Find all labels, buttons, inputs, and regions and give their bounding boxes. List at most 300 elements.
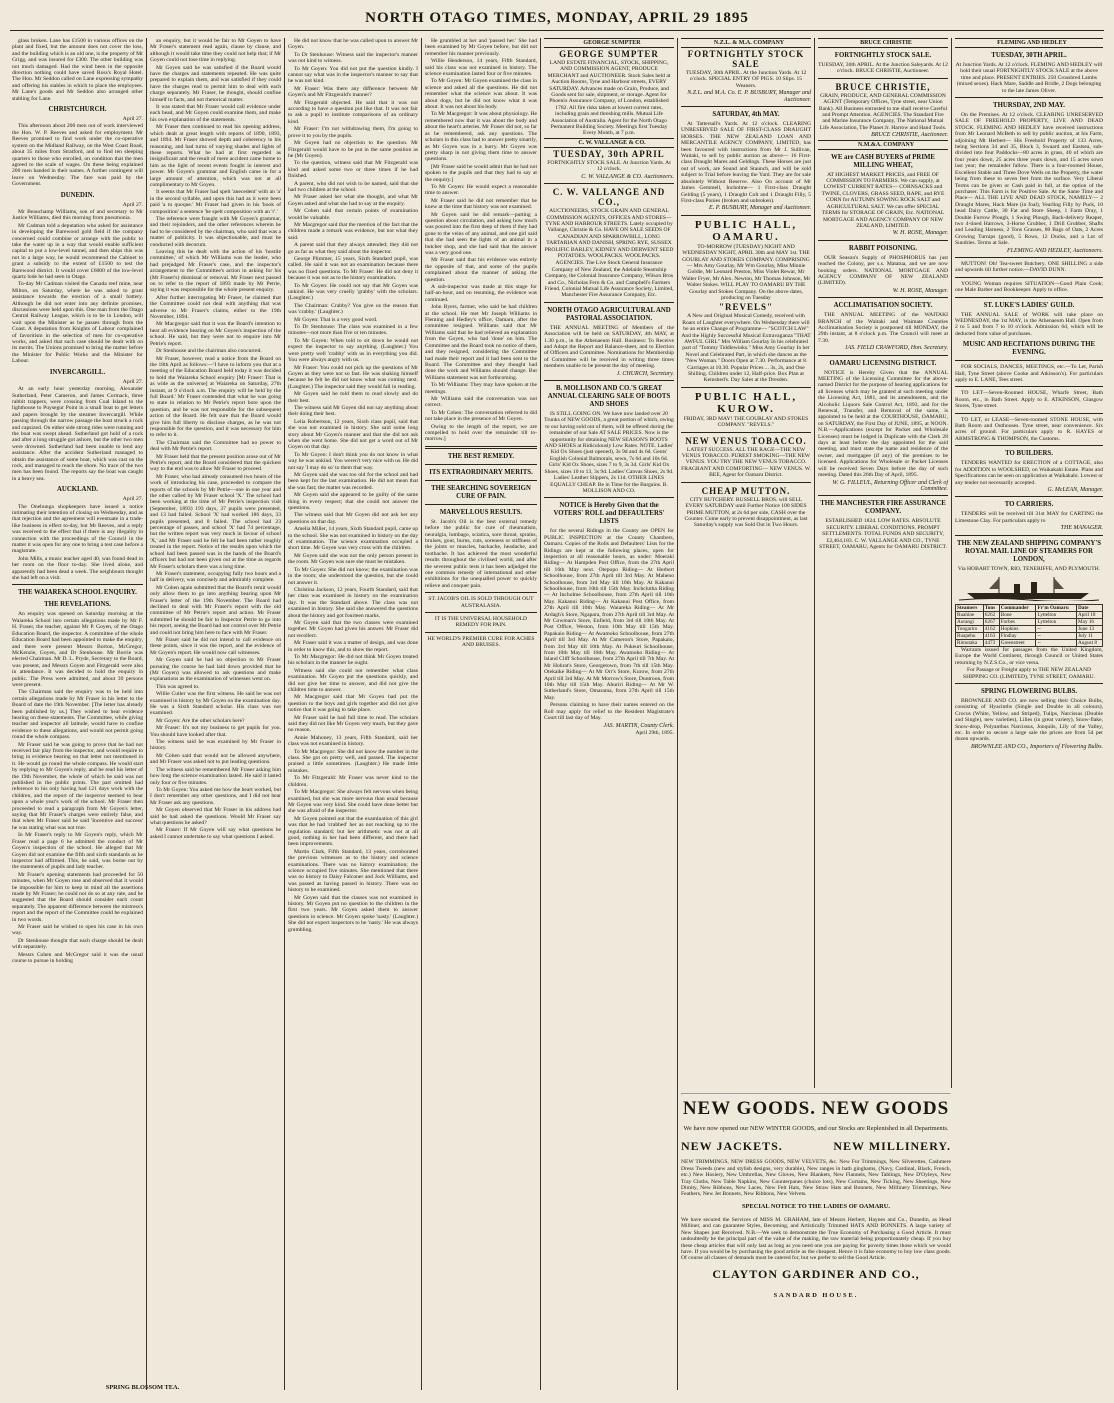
article-text: Owing to the length of the report, we are compelled to hold over the remainder till to-morrow.] xyxy=(425,423,537,443)
article-text: The reference were fraught with Mr Goyen's grammar, and their rejoinders, and the other references wherein he had to be considered by the chairman, who said that was a matter of publicity. It was objectionable, and must be conducted with decorum. xyxy=(150,215,281,248)
advert-text: At Junction Yards. At 12 o'clock. FLEMING AND HEDLEY will hold their usual FORTNIGHTLY STOCK SALE at the above time and place. PRESENT ENTRIES. 250 Crossbred Lambs (mixed sexes). Hack Mare, Saddle and Bridle, 2 Dogs belonging to the late James Oliver. xyxy=(955,62,1103,94)
article-text: He did not know that he was called upon to answer Mr Goyen. xyxy=(288,38,418,51)
table-header-cell: Fr'm Oamaru xyxy=(1036,604,1077,611)
advert-title: OAMARU LICENSING DISTRICT. xyxy=(829,359,937,367)
table-cell: Tongariro xyxy=(956,625,984,632)
article-text: Mr Fraser: Was there any difference between Mr Goyen's and Mr Fitzgerald's manner? xyxy=(288,85,418,99)
advert-title: PUBLIC HALL, OAMARU. xyxy=(694,218,798,243)
advert-text: AGENCIES. The Live Stock General Insurance Company of New Zealand, the Adelaide Steamship Company, the Colonial Insurance Company, Wilson Bros and Co., Nicholas Fern & Co. and Campbell's Farmers Friend, Colonial Mutual Life Assurance Society, Limited, Manchester Fire Assurance Company, Etc. xyxy=(544,260,674,299)
advert-heading: THE SEARCHING SOVEREIGN CURE OF PAIN. xyxy=(431,484,531,500)
advert-text: HE WORLD'S PREMIER CURE FOR ACHES AND BRUISES. xyxy=(427,635,535,649)
table-header-cell: Date xyxy=(1077,604,1103,611)
article-text: This afternoon about 200 men out of work interviewed the Hon. W. P. Reeves and asked for employment. Mr Reeves promised to find work under the co-operative system on the Midland Railway, on the West Coast Road, about 35 miles from Stratford, and to find ten sleeping quarters to those who enrolled, on condition that the men agreed to the scale of wages. On these being explained 200 men handed in their names. A further contingent will leave on Wednesday. The fare was paid by the Government. xyxy=(12,123,143,188)
article-text: Willie Cutler was the first witness. He said he was not examined in history by Mr Goyen on the examination day. He was a Sixth Standard scholar. His class was not examined. xyxy=(150,691,281,717)
article-text: Mr Fraser said he wished to open his case in his own way. xyxy=(12,923,143,937)
table-cell: Rimutaka xyxy=(956,639,984,646)
table-cell: 6267 xyxy=(983,618,999,625)
table-cell: Lyttelton xyxy=(1036,611,1077,618)
article-text: Mr Cohen said that certain points of examination would be valuable. xyxy=(288,208,418,221)
divider xyxy=(425,632,537,633)
article-subheading: THE REVELATIONS. xyxy=(44,601,111,609)
advert-signature: W. H. ROSE, Manager. xyxy=(892,230,948,237)
advert-headline-left: NEW JACKETS. xyxy=(681,1138,783,1153)
article-text: To Mr Goyen: He could not say that Mr Goyen was unkind. He was very cruelly 'grabby' with the scholars. (Laughter.) xyxy=(288,282,418,302)
table-cell: Lyttelton xyxy=(1036,618,1077,625)
advert-text: TO-MORROW (TUESDAY) NIGHT AND WEDNESDAY NIGHT, APRIL 30th and MAY 1st. THE GOURLAY AND STOKES COMPANY. COMPRISING— Mrs Amy Gourlay, Mr Wm Gourlay, Miss Minnie Goldie, Mr Leonard Preston, Miss Violet Rewar, Mr Walter Fryer, Mr Alex. Newton, Mr Thomas Johnson, Mr Walter Stokes. WILL PLAY TO OAMARU BY THE Gourlay and Stokes Company. On the above dates, producing on Tuesday xyxy=(681,243,811,301)
advert-text: AUCTIONEERS, STOCK GRAIN AND GENERAL COMMISSION AGENTS, OFFICES AND STORES— TYNE AND HARBOUR STREETS. Lately occupied by Vallange, Christie & Co. HAVE ON SALE SEEDS OF CANADIAN AND SPARROWBILL, LONG TARTARIAN AND DANISH, SPRING RYE, SUSSEX PROLIFIC BARLEY, KIDNEY AND DERWENT SEED POTATOES. WOOLPACKS. WOOLPACKS. xyxy=(544,208,674,259)
table-cell: June 13 xyxy=(1077,625,1103,632)
divider xyxy=(955,297,1103,298)
advert-title: GEORGE SUMPTER xyxy=(559,49,659,59)
classified-ad: TO LET, or LEASE—Seven-roomed STONE HOUSE, with Bath Room and Outhouses. Tyne street, near convenience. Six acres of ground. For particulars apply to R. HAYES or ARMSTRONG & THOMPSON, the Customs. xyxy=(955,416,1103,442)
advert-title: SPRING FLOWERING BULBS. xyxy=(980,687,1078,695)
advert-text: ESTABLISHED 1824. LOW RATES. ABSOLUTE SECURITY. LIBERAL CONDITIONS. PROMPT SETTLEMENTS. TOTAL FUNDS AND SECURITY, £2,464,183. C. W. VALLANGE AND CO., TYNE STREET, OAMARU, Agents for OAMARU DISTRICT. xyxy=(819,518,947,550)
article-text: Annie Mahoney, 13 years, Fifth Standard, said her class was not examined in history. xyxy=(288,734,418,748)
article-text: A sub-inspector was made at this stage for half-an-hour, and on resuming, the evidence was continued. xyxy=(425,284,537,303)
article-text: Mr Fraser: I'm not withdrawing them, I'm going to prove it to you by the pupils. xyxy=(288,126,418,139)
divider xyxy=(425,464,537,465)
article-text: To Mr Fitzgerald: Mr Fraser was never kind to the children. xyxy=(288,775,418,788)
table-cell: Forbes xyxy=(999,618,1036,625)
advert-title: NEW VENUS TOBACCO. xyxy=(685,435,807,446)
classified-ad: MUTTON! Oh! Tea-sweet Butchery. ONE SHILLING a side and upwards till further notice.—DAVID DUNN. xyxy=(955,260,1103,274)
table-row xyxy=(956,625,1103,632)
divider xyxy=(544,497,674,498)
advert-title: SATURDAY, 4th MAY. xyxy=(712,111,780,119)
article-text: Mr Fraser's statement, occupying fully two hours and a half in delivery, was concisely and admirably complete. xyxy=(150,570,281,584)
divider xyxy=(955,97,1103,98)
article-text: The witness said Mr Goyen did not say anything about their doing their best. xyxy=(288,404,418,418)
divider xyxy=(955,535,1103,536)
article-text: Mr Fraser said he did not remember that he knew at the time that history was not examined. xyxy=(425,197,537,211)
advert-signature: W. G. FILLEUL, Returning Officer and Clerk of Committee. xyxy=(832,479,948,492)
advert-text: THE ANNUAL MEETING of the WAITAKI BRANCH of the Waitaki and Waimate Counties Acclimatisation Society is postponed till MONDAY, the 29th instant, at 8 o'clock p.m. The Council will meet at 7.30. xyxy=(818,312,948,344)
advertiser-band: N.Z.L. & M.A. COMPANY xyxy=(681,38,811,48)
column-rule xyxy=(814,38,815,1088)
advert-title: THURSDAY, 2ND MAY. xyxy=(993,102,1065,110)
article-text: To Mr Macgregor: She did not know the number in the class. She got on pretty well, and passed. The inspector praised a little sometimes. (Laughter.) He made little mistakes. xyxy=(288,748,418,774)
divider xyxy=(955,683,1103,684)
table-cell: July 11 xyxy=(1077,632,1103,639)
advert-text: NEW TRIMMINGS, NEW DRESS GOODS, NEW VELVETS, &c. New Fur Trimmings, New Silverettes, Cashmere Dress Tweeds (new and stylish designs, very durable), New ranges in bath ginghams, (Navy, Cardinal, Black, French, etc.) New Hosiery, New Umbrellas, New Gloves, New Blankets, New Flannels, New Tablings, New D'Oyleys, New Tray Cloths, New Table Napkins, New Counterpanes (choice lots), New Curtains, New Ticking, New Sheetings, New Dimity, New Ribbons, New Laces, New Felt Hats, New Straw Hats and Bonnets, New Millinery Trimmings, New Feathers, New Jet Bonnets, New Ribbons, New Velvets. xyxy=(681,1159,951,1198)
advert-title: TUESDAY, 30th APRIL xyxy=(553,148,665,159)
advert-title: CHEAP MUTTON. xyxy=(701,485,791,496)
column-news-1 xyxy=(12,38,143,1390)
article-text: After further interrogating Mr Fraser, he claimed that the Committee could not deal with anything that was adverse to Mr Fraser's claims, either to the 19th November, 1894. xyxy=(150,294,281,321)
advert-title: TO CARRIERS. xyxy=(1004,501,1054,509)
advert-title: RABBIT POISONING. xyxy=(848,244,918,252)
column-ads-8 xyxy=(955,38,1103,1390)
advert-signature: E. P. BUSBURY, Manager and Auctioneer. xyxy=(709,205,811,212)
divider xyxy=(681,215,811,216)
advert-text: TUESDAY, 30th APRIL. At the Junction Yards. At 12 o'clock. SPECIAL ENTRY OF PIGS. 10 Slips. 15 Weaners. xyxy=(685,70,807,89)
divider xyxy=(955,257,1103,258)
advert-play-title: "REVELS" xyxy=(718,302,773,313)
article-text: Mr Fraser, who had already consumed two hours of the work of introducing his case, proceeded to compare the reports of the schools by Mr Petrie—one in one year and the other called by Mr Fraser school 'X.' The school had been working at the time of Mr Petrie's inspection visit (September, 1893) 193 days, 37 pupils were presented, and 13 had failed. School 'X' had worked 186 days, 33 pupils presented, and 8 failed. The school had 23 percentage of passes, and school 'X' had 74 percentage, but the written report was very much in favour of school 'X,' and Mr Fraser said he felt he had been rather roughly treated in the report. Notice of the results upon which the school had been passed was in the hands of the Board's officers but had not been given out at the time as regards Mr Fraser's scholars there was a long time. xyxy=(150,473,281,570)
article-text: Mr Goyen said that the two classes were examined together. Mr Goyen had given his answer. Mr Fraser did not recollect. xyxy=(288,619,418,639)
table-header-cell: Tons xyxy=(983,604,999,611)
article-text: It was stated that Mr Fraser would call evidence under each head, and Mr Goyen could examine them, and make his own explanation of the statements. xyxy=(150,104,281,123)
table-header-cell: Steamers xyxy=(956,604,984,611)
divider xyxy=(681,1093,951,1095)
article-text: George Plimmer, 15 years, Sixth Standard pupil, was called. He said it was not an examination because there was no fixed questions. To Mr Fraser: He did not deny it because it was not as to the history examination. xyxy=(288,256,418,282)
advert-signature: J. CHURCH, Secretary. xyxy=(616,370,674,377)
column-ads-7 xyxy=(818,38,948,1088)
divider xyxy=(955,413,1103,414)
article-text: Mr Fraser: It's not my business to get pupils for you. You should have looked after that. xyxy=(150,725,281,738)
advert-text: FORTNIGHTLY STOCK SALE. At Junction Yards. At 12 o'clock. xyxy=(547,159,671,173)
advert-title: B. MOLLISON AND CO.'S GREAT ANNUAL CLEARING SALE OF BOOTS AND SHOES xyxy=(547,385,671,409)
article-text: Mr Fraser's opening statements had proceeded for 50 minutes, when Mr Goyen rose and observed that it would be impossible for him to keep in mind all the assertions made by Mr Fraser; he could not do so at any rate, and he suggested that the Board should consider each count separately. The apparent difference between the mistress's report and the report of the Committee could be explained in two words. xyxy=(12,871,143,923)
table-row xyxy=(956,639,1103,646)
article-text: Willie Henderson, 14 years, Fifth Standard, said his class was not examined in history. The science examination lasted four or five minutes. xyxy=(425,58,537,78)
advert-text: THE ANNUAL MEETING of Members of the Association will be held on SATURDAY, 4th MAY, at 1.30 p.m., in the Athenaeum Hall. Business: To Receive and Adopt the Report and Balance-sheet, and to Election of Officers and Committee. Nominations for Membership of Committee will be received in writing three times members unable to be present the day of meeting. xyxy=(544,324,674,370)
section-heading: CHRISTCHURCH. xyxy=(48,106,107,114)
column-ads-5 xyxy=(544,38,674,1390)
advert-firm-name: CLAYTON GARDINER AND CO., xyxy=(712,1267,920,1282)
divider xyxy=(681,482,811,483)
article-text: Amelia Miller, 14 years, Sixth Standard pupil, came up to the school. She was not examined in history on the day of examination. The science examination occupied a short time. Mr Goyen was very cross with the children. xyxy=(288,526,418,552)
article-text: Mr Cadman told a deputation who asked for assistance in developing the Barewood gold field if the company concerned could combine or arrange with the public to take the water up in a way that would enable sufficient capital to put a low-level tunnel, and then ships this was not in a large way, he would recommend the Cabinet to grant a subsidy to the extent of £1500 to test the Barewood district. It would cover £6000 of the low-level quartz lode he had seen in Otago. xyxy=(12,222,143,280)
article-text: Dr Stenhouse thought that each charge should be dealt with separately. xyxy=(12,937,143,951)
article-text: To Mr Macgregor: It was about physiology. He remembered now that it was about the body and about the heart's arteries. Mr Fraser did not, so far as he remembered, ask any questions. The scholars in this class had to answer pretty smartly, as Mr Goyen was in a hurry. Mr Goyen was pretty sharp in not giving them time to answer questions. xyxy=(425,111,537,163)
advert-title: FORTNIGHTLY STOCK SALE xyxy=(687,49,805,69)
advert-title: THE MANCHESTER FIRE ASSURANCE COMPANY. xyxy=(820,500,946,516)
advert-title: ST. LUKE'S LADIES' GUILD. xyxy=(983,301,1075,309)
advert-text: Warrants issued for passages from the United Kingdom, Europe the World Continent, through Council or United States returning by N.Z.S.Co., or vice versa. xyxy=(955,646,1103,666)
table-row xyxy=(956,611,1103,618)
article-text: To Mr Macgregor: She always felt nervous when being examined, but she was more nervous than usual because Mr Goyen was very kind. She could have done better but she was afraid of the inspector. xyxy=(288,789,418,815)
article-text: The Chairman: Crabby? You give us the reason that was 'crabby.' (Laughter.) xyxy=(288,302,418,316)
advert-title: ACCLIMATISATION SOCIETY. xyxy=(833,302,933,310)
dateline: April 27. xyxy=(122,116,143,123)
advert-title: TO BUILDERS. xyxy=(1005,450,1053,458)
divider xyxy=(955,386,1103,387)
article-text: Mr Goyen said she was too old for the school and had been kept for the last examination. He did not mean that she was fast; the matter was recorded. xyxy=(288,472,418,491)
advert-text: St. Jacob's Oil is the best external remedy before the public for cure of rheumatism, neuralgia, lumbago, sciatica, sore throat, sprains, bruises, gout, burns, cuts, soreness or stiffness of the joints or muscles, backache, headache, and toothache. It has achieved the most wonderful results throughout the civilised world, and after the severest public tests it has been adjudged the one common remedy of international and other exhibitions for the unequalled power to quickly relieve and conquer pain. xyxy=(425,518,537,589)
article-text: an enquiry, but it would be fair to Mr Goyen to have Mr Fraser's statement read again, clause by clause, and although it would take time they could not help that; if Mr Goyen could not lose time in replying. xyxy=(150,38,281,64)
column-rule xyxy=(421,38,422,1390)
column-rule xyxy=(677,38,678,1390)
article-text: The witness said that Mr Goyen did not ask her any questions on that day. xyxy=(288,512,418,525)
advert-text: We have secured the Services of MISS M. GRAHAM, late of Messrs Herbert, Haynes and Co., Dunedin, as Head Milliner, and can guarantee Styles, Becoming, and Artistically Trimmed HATS AND BONNETS. A large variety of New Shapes just Received. N.B.—We seek to demonstrate the True Economy of Purchasing a Good Article. It must undoubtedly be the principal part of the value of the making, the raw material being proportionately cheap. If you buy these cheap articles that will only last as long as you need one you are paying for poverty times those which we would have. If you would be by purchasing the good article as the cheapest. Hence it is false economy to buy low class goods. Of course all classes of demands must be catered for, but we prefer to sell the Good Article. xyxy=(681,1217,951,1262)
advert-text: NOTICE is Hereby Given that the ANNUAL MEETING of the Licensing Committee for the above-named District for the purpose of hearing applications for all licenses which may be granted at such meeting under the Licensing Act, 1881, and its amendments, and the Alcoholic Liquors Sale Control Act, 1893, and for the Renewal, Transfer, and Removal of the same, is appointed to be held at the COURTHOUSE, OAMARU, on SATURDAY, the First Day of JUNE, 1895, at NOON. N.B.—Applications (except for Packet and Wholesale Licenses) must be lodged in Duplicate with the Clerk 28 days at least before the day appointed for the said meeting, and must state the name and residence of the owner, and mortgagee (if any) of the premises to be licensed. Applications for Wholesale or Packet Licenses will be received Seven Days before the day of such meeting. Dated this 26th Day of April, 1895. xyxy=(818,369,948,479)
divider xyxy=(681,106,811,107)
article-headline: THE WAIAREKA SCHOOL ENQUIRY. xyxy=(18,589,137,597)
column-news-3 xyxy=(288,38,418,1390)
column-rule xyxy=(951,38,952,1088)
article-text: Mr Macgregor said that the mention of the fact that the children made a remark was evidence, but not what they said. xyxy=(288,221,418,241)
advert-heading: MARVELLOUS RESULTS. xyxy=(439,508,523,516)
classified-ad: TENDERS WANTED for ERECTION of a COTTAGE, also for ADDITION to WOOLSHED, on Waikakahi Estate. Plans and Specifications can be seen on application at Waikakahi. Lowest or any tender not necessarily accepted. xyxy=(955,460,1103,486)
dateline: April 27. xyxy=(122,496,143,503)
table-cell: Greenstreet xyxy=(999,639,1036,646)
article-text: The witness said he was examined by Mr Fraser in history. xyxy=(150,739,281,752)
section-heading: DUNEDIN. xyxy=(60,191,95,199)
table-header-cell: Commander xyxy=(999,604,1036,611)
advert-text: AT HIGHEST MARKET PRICES, and FREE OF COMMISSION TO FARMERS. We can supply, at LOWEST CURRENT RATES— CORNSACKS and TWINE, CLOVERS, GRASS SEED, RAPE, and RYE CORN for AUTUMN SOWING ROCK SALT and AGRICULTURAL SALT. We can offer SPECIAL TERMS for STORAGE OF GRAIN, Etc. NATIONAL MORTGAGE AND AGENCY COMPANY OF NEW ZEALAND, LIMITED. xyxy=(821,171,945,229)
column-news-4 xyxy=(425,38,537,1390)
advert-title: PUBLIC HALL, KUROW. xyxy=(694,390,798,415)
table-row xyxy=(956,618,1103,625)
table-header-row xyxy=(956,604,1103,611)
advert-text: On the Premises. At 12 o'clock. CLEARING UNRESERVED SALE OF FREEHOLD PROPERTY, LIVE AND DEAD STOCK. FLEMING AND HEDLEY have received instructions from Mr Leonard McBeth to sell by public auction, at his Farm, adjoining Mt Herbert— His Freehold Property of 133 Acres, being Sections 34 and 35, Block 3, Swaard and Eastsea, sub-divided into four Paddocks—80 acres in grass, 40 of which are four years down, 25 acres three years down, and 15 acres sown last year; the remainder fallow. There is a four-roomed House, Excellent Stable and Three Dove Wells on the Property, the water being from these to seven feet from the surface. Very Liberal Terms can be given or Cash paid in full, at the option of the purchaser. This Farm is for Positive Sale. At the Same Time and Place— ALL THE LIVE AND DEAD STOCK, NAMELY— 2 Draught Mares, Hack Mare (in foal), Yearling Filly by Puck, 10 head Dairy Cattle, 30 Fat and Store Sheep, 1 Farm Dray, 1 Double Furrow Plough, 1 Swing Plough, Back-delivery Reaper, two 4-tined Harrows, 3-Horse Grubber, 1 Drill Grubber, Shafts and Leading Harness, 2 Tons Grasses, 80 Bags of Oats, 2 Acres Growing Turnips (good), 5 Rows, 12 Ducks, and a Lot of Sundries. Terms at Sale. xyxy=(955,112,1103,247)
article-text: To Mr Goyen: He would expect a reasonable time to answer. xyxy=(425,183,537,197)
advert-text: ST. JACOB'S OIL IS SOLD THROUGH OUT AUSTRALASIA. xyxy=(428,596,534,609)
advertiser-band: C. W. VALLANGE & CO. xyxy=(544,138,674,148)
column-news-2 xyxy=(150,38,281,1390)
article-text: Mr Fraser said he had full time to read. The scholars said they did not like Mr Goyen very much, but they gave no reason. xyxy=(288,714,418,734)
classified-ad: BROWNLEE AND CO. are now selling their Choice Bulbs, consisting of Hyacinths (Single and Double in all colours), Crocus (White, Yellow, and Striped), Tulips, Narcissus (Double and Single), new varieties), Lilies (in great variety), Snow-flake, Snow-drop, Polyanthus Narcissus, Jonquils, Lily of the Valley, etc. In order to secure a large sale the prices are from 5d per dozen upwards. xyxy=(955,697,1103,743)
table-cell: April 18 xyxy=(1077,611,1103,618)
masthead-rule xyxy=(10,30,1104,31)
article-text: To Mr Goyen: You did not put the question kindly. I cannot say what was in the inspector's manner to say that he was not kind. xyxy=(288,65,418,85)
advert-text: GRAIN, PRODUCE, AND GENERAL COMMISSION AGENT (Temporary Offices, Tyne street, near Union Bank). All Business entrusted to me shall receive Careful and Prompt Attention. AGENCIES. The Standard Fire and Marine Insurance Company, The National Mutual Life Association, The Planet Jr. Harrow and Hand Tools. xyxy=(818,92,948,131)
article-text: To the question, witness said that Mr Fitzgerald was kind and asked some two or three times if he had finished. xyxy=(288,160,418,180)
article-text: To Mr Goyen: When told to sit down he would not expect the inspector to say anything. (Laughter.) You were pretty well 'crabby' with us in everything you did. You were always angry with us. xyxy=(288,337,418,364)
article-text: glass broken. Lane has £1500 in various offices on the plant and fixed, but the amount does not cover the loss, and the building which is an old one, is the property of Mr Grigg, and was insured for £300. The other building was not much damaged. Had the wind been in the opposite direction nothing could have saved Ross's Royal Hotel. The Hon. Mr Seddon called on Lane expressing sympathy and offering his stables in which to place the employees. Mr Lane's goods and Mr Seddon also arranged other stabling for Lane. xyxy=(12,38,143,102)
article-text: Leaving this he dealt with the action of his 'hostile committee,' of which Mr Williams was the leader, who had prejudged Mr Fraser's case, and the inspector's arrangement to the Committee's action in asking for his (Mr Fraser's) dismissal or removal. Mr Fraser next passed on to refer to the report of 1893 made by Mr Petrie, saying it was responsible for the whole present enquiry. xyxy=(150,249,281,294)
article-text: Mr Goyen said he did remark—putting a question about circulation, and asking how much was poured into the first deep of them if they had gone to the veins of any animal, and one girl said that she had seen the lights of an animal in a butcher shop, and she had said that the answer was a very good one. xyxy=(425,211,537,256)
divider xyxy=(818,355,948,356)
advert-title: THE NEW ZEALAND SHIPPING COMPANY'S ROYAL MAIL LINE OF STEAMERS FOR LONDON, xyxy=(956,539,1101,563)
advert-text: For Passage or Freight apply to THE NEW ZEALAND SHIPPING CO. (LIMITED), TYNE STREET, OAMARU. xyxy=(962,667,1096,680)
new-goods-advert xyxy=(681,1090,951,1306)
article-text: Mr Goyen said he told them to read slowly and do their best. xyxy=(288,391,418,404)
classified-ad: TENDERS will be received till 31st MAY for CARTING the Limestone Clay. For particulars apply to xyxy=(955,511,1103,524)
article-text: Christina Jackson, 12 years, Fourth Standard, said that her class was examined in history on the examination day. It was the Standard above. The class was not examined in history. She said she answered the questions about the history and got fourteen marks. xyxy=(288,586,418,619)
advert-text: LATEST SUCCESS. ALL THE RAGE—THE NEW VENUS TOBACCO. PUREST SMOKING—THE NEW VENUS. YOU TRY THE NEW VENUS TOBACCO. FRAGRANT AND COMFORTING— NEW VENUS. W. BEE, Agent for Oamaru District. xyxy=(681,446,811,479)
article-text: [Mr Fraser said he would admit that he had not spoken to the pupils and that they had to say at the enquiry.] xyxy=(425,163,537,183)
advert-text: LAND ESTATE FINANCIAL, STOCK, SHIPPING, AND COMMISSION AGENT, PRODUCE MERCHANT and AUCTIONEER. Stock Sales held at Auction Rooms, Tyne and Harbour streets, EVERY SATURDAY. Advances made on Grain, Produce, and Goods sent for sale, shipment, or storage. Agent for Phoenix Assurance Company, of London, established 1782. All fire risks taken at lowest current rates, including grain and threshing mills. Mutual Life Association of Australia. Agent for the North Otago Permanent Building Society. Meetings first Tuesday Every Month, at 7 p.m. xyxy=(547,60,671,137)
article-text: This was agreed to. xyxy=(156,683,200,690)
divider xyxy=(425,446,537,449)
advert-title: NOTICE is Hereby Given that the VOTERS' ROLL and DEFAULTERS' LISTS xyxy=(553,502,665,526)
article-text: Mr Goyen: That is a very good word. xyxy=(294,316,378,323)
article-text: To-day Mr Cadman visited the Canada reef mine, near Milton, on Saturday, where he was asked to grant assistance towards the erection of a small battery. Although he did not enter into any definite promises, discussions were held upon this. One man from the Otago Central Railway League, which is to be in London, will wait upon the Minister as he passes through from the Coast. A deputation from Knights of Labour complained of favoritism in the selection of men for co-operative works, and asked that such case should be dealt with on its merits. The Unions promised to bring the matter before the Minister for Public Works and the Minister for Labour. xyxy=(12,281,143,365)
article-text: Mr Goyen said she was not the only person present in the room. Mr Goyen was sure she must be mistaken. xyxy=(288,552,418,566)
article-text: Mr Fraser asked her what she thought, and what Mr Goyen asked and what she had to say at the enquiry. xyxy=(288,194,418,207)
article-text: Mr Macgregor said that Mr Goyen had put the question to the boys and girls together and did not give notice that it was going to take place. xyxy=(288,694,418,714)
advert-signature: THE MANAGER. xyxy=(1060,525,1103,532)
article-text: Mr Fraser then continued to read his opening address, which dealt at great length with reports of 1890, 1893, and 1894. Mr Fraser showed depth and coherency in his reasoning, and had turns of varying shades and lights of these reports. What he had at first regarded as insignificant and the result of mere accident came home to him as the light of recent events fought in interest and power. Mr Goyen's grammar and English came in for a large amount of attention, which was not at all complimentary to Mr Goyen. xyxy=(150,124,281,188)
divider xyxy=(818,78,948,79)
article-text: The witness said he remembered Mr Fraser asking him how long the science examination lasted. He said it lasted only four or five minutes. xyxy=(150,766,281,786)
article-text: Mr Beauchamp Williams, son of and secretary to Mr Justice Williams, died this morning from pneumonia. xyxy=(12,208,143,222)
divider xyxy=(425,480,537,481)
article-text: Mr Macgregor said that it was the Board's intention to hear all evidence bearing on Mr Goyen's inspection of the school. He said, but they were not to enquire into Mr Petrie's report. xyxy=(150,321,281,347)
classified-ad: THE ANNUAL SALE of WORK will take place on WEDNESDAY, the 1st MAY, in the Athenaeum Hall. Open from 2 to 5 and from 7 to 10 o'clock. Admission 6d, which will be deducted from value of purchases. xyxy=(955,311,1103,337)
article-text: Mr Fraser said that his evidence was entirely the opposite of that, and some of the pupils complained about the manner of asking the question. xyxy=(425,257,537,283)
advert-text: OUR Season's Supply of PHOSPHORUS has just reached the Colony, per s.s. Matatua, and we are now booking orders. NATIONAL MORTGAGE AND AGENCY COMPANY OF NEW ZEALAND (LIMITED). xyxy=(818,254,948,287)
divider xyxy=(544,302,674,303)
divider xyxy=(12,584,143,585)
article-text: Mr Cohen again submitted that the Board's remit would only allow them to go into anything bearing upon Mr Fraser's letter of the 19th November. The Board had declined to deal with Mr Fraser's report with the old committee of Mr Petrie's report and action. Mr Fraser submitted he should be fair to Inspector Petrie to go into his report, seeing the Board had not control over Mr Petrie and could not bring him here to face with Mr Fraser. xyxy=(150,584,281,636)
divider xyxy=(955,360,1103,361)
article-text: Mr Goyen pointed out that the examination of this girl was that he had 'crabbed' her as not reaching up to the regulation standard; but her arithmetic was not at all good, nothing in her had been different, and there had been improvements. xyxy=(288,815,418,848)
advert-signature: N.Z.L. and M.A. Co. E. P. BUSBURY, Manager and Auctioneer. xyxy=(687,90,811,103)
table-cell: 4163 xyxy=(983,632,999,639)
section-heading: INVERCARGILL. xyxy=(49,368,106,376)
divider xyxy=(425,612,537,613)
article-text: To Dr Stenhouse: Witness said the inspector's manner was not kind to witness. xyxy=(288,51,418,65)
article-text: Mr Fitzgerald objected. He said that it was not according to have a question put like that. It was not fair to ask a pupil to institute comparisons of an ordinary kind. xyxy=(288,99,418,125)
divider xyxy=(425,504,537,505)
advert-notice-title: SPECIAL NOTICE TO THE LADIES OF OAMARU. xyxy=(741,1203,891,1211)
article-text: Messrs Cohen and McGregor said it was the usual course to pursue in holding xyxy=(12,951,143,964)
article-text: Mr Fraser said he did not intend to call evidence on these points, since it was the report, and the evidence of Mr Goyen's report. He would now call witnesses. xyxy=(150,636,281,656)
article-text: An enquiry was opened on Saturday morning at the Waiareka School into certain allegations made by Mr F. H. Fraser, the teacher, against Mr P. Goyen, of the Otago Education Board, the inspector. A committee of the whole Education Board had been appointed to make the enquiry, and there were present Messrs Borton, McGregor, McKenzie, Goyen, and Dr Stenhouse. Mr Borrie was elected Chairman. Mr D. L. Pryde, Secretary to the Board, was present, and Messrs Goyen and Fitzgerald were also in attendance. It was decided to hold the enquiry in public. The Press were admitted, and about 30 persons were present. xyxy=(12,611,143,688)
article-text: Mr Fraser: If Mr Goyen will say what questions he asked I cannot undertake to say what questions I asked. xyxy=(150,827,281,840)
article-text: Mr Fraser said it was a matter of design, and was done in order to know this, and to show the report. xyxy=(288,640,418,653)
article-text: To Mr Williams: They may have spoken at the meetings. xyxy=(425,382,537,395)
article-text: To Mr Goyen: I don't think you do not know in what way he was unkind. You weren't very nice with us. He did not say 'I may do so' to them that way. xyxy=(288,451,418,471)
dateline: April 27. xyxy=(122,201,143,208)
steamship-icon xyxy=(955,575,1103,601)
article-text: To Mr Goyen: You asked me how the heart worked, but I don't remember any other questions, and I did not hear Mr Fraser ask any questions. xyxy=(150,786,281,806)
divider xyxy=(955,277,1103,278)
advert-text: FRIDAY, 3RD MAY! THE GOURLAY AND STOKES COMPANY. "REVELS." xyxy=(683,415,809,429)
divider xyxy=(544,183,674,184)
column-rule xyxy=(540,38,541,1390)
divider xyxy=(681,387,811,388)
article-text: In Mr Fraser's reply to Mr Goyen's reply, which Mr Fraser read a page 6 he admitted the conduct of Mr Goyen's inspection of the school. He alleged that Mr Goyen did not examine the fifth and sixth standards as he inspector had affirmed. This, he said, was borne out by the statements of pupils and lady teacher. xyxy=(12,832,143,871)
table-cell: Ruapehu xyxy=(956,632,984,639)
article-text: The Chairman said the Committee had no power to deal with Mr Petrie's report. xyxy=(150,439,281,453)
advertiser-band: GEORGE SUMPTER xyxy=(544,38,674,48)
table-cell: May 16 xyxy=(1077,618,1103,625)
divider xyxy=(681,432,811,433)
column-ads-6 xyxy=(681,38,811,1088)
sailing-schedule-table xyxy=(955,604,1103,647)
advert-title: MUSIC AND RECITATIONS DURING THE EVENING. xyxy=(962,341,1096,357)
table-cell: 4162 xyxy=(983,625,999,632)
advert-title: WE are CASH BUYERS of PRIME MILLING WHEAT, xyxy=(831,153,935,169)
column-rule xyxy=(146,38,147,1390)
divider xyxy=(818,495,948,496)
advert-text: Via HOBART TOWN, RIO, TENERIFFE, AND PLYMOUTH. xyxy=(957,565,1101,572)
advert-headline-pair xyxy=(681,1139,951,1154)
divider xyxy=(544,380,674,381)
article-text: Mr Fraser, however, read a notice from the Board on the 18th April as follows:—'I have to inform you that at a meeting of the Education Board held today it was decided to hold the Waiareka School enquiry [Mr Fraser: That is as wide as the universe] at Waiareka on Saturday, 27th instant, at 9 o'clock a.m. The enquiry will be held by the full Board.' Mr Fraser contended that what he was going to state in relation to Mr Petrie's report bore upon the question, and he was not responsible for the subsequent action of the Board. He felt sure that the Board would give him full liberty to disclose charges, as he was not responsible for the question, and it was necessary for him to refer to it. xyxy=(150,355,281,439)
advert-signature: FLEMING AND HEDLEY, Auctioneers. xyxy=(1006,247,1103,254)
article-text: Mr Fraser said he was going to prove that he had not received fair play from the inspector, and would require to bring in evidence bearing on that letter not mentioned in it. He would go round the whole compass. He would start by replying to Mr Goyen's reply, and he read his letter of the 19th November, the whole of which he said was not published in the public prints. The part omitted had reference to his only having had 121 days work with the children, and the report of the inspector seemed to bear upon a whole year's work of the school. Mr Fraser then proceeded to read a paragraph from Mr Goyen's letter, saying that Mr Fraser's charges were entirely false, and that when Mr Fraser said he said 'Incentive and success' he was stating what was not true. xyxy=(12,741,143,831)
advert-signature: JAS. MARTIN, County Clerk. xyxy=(603,722,674,729)
advert-signature: C. W. VALLANGE & CO. Auctioneers. xyxy=(581,173,674,180)
article-text: Lelia Robertson, 12 years, Sixth class pupil, said that she was not examined in history. She said some long story about Mr Goyen's manner and that she did not ask when she went home. She did not get a word out of Mr Goyen on that day. xyxy=(288,418,418,451)
advert-text: CITY BUTCHERY. RUSSELL BROS. will SELL EVERY SATURDAY until Further Notice 100 SIDES PRIME MUTTON, at 2s 6d per side, CASH over the Counter. Come early to prevent disappointment, as last Saturday's supply was Sold Out in Two Hours. xyxy=(684,496,808,529)
article-text: Witness said she could not remember what class examination. Mr Goyen put the questions quickly, and did not give her time to answer, and did not give the children time to answer. xyxy=(288,667,418,693)
article-text: A parent said that they always attended; they did not go as far as what they said about the inspector. xyxy=(288,242,418,255)
table-cell: 4473 xyxy=(983,639,999,646)
table-cell: -- xyxy=(1036,639,1077,646)
table-cell: August 8 xyxy=(1077,639,1103,646)
classified-ad: FOR SOCIALS, DANCES, MEETINGS, etc.—To Let, Parish Hall, Tyne Street (above Cooke and Atkinson's). For particulars apply to E. LANE, Tees street. xyxy=(955,364,1103,384)
advert-title: NORTH OTAGO AGRICULTURAL AND PASTORAL ASSOCIATION. xyxy=(547,306,671,322)
article-text: Dr Stenhouse and the chairman also concurred. xyxy=(156,348,262,355)
article-text: Mr Goyen had no objection to the question. Mr Fitzgerald would have to be put in the same position as he (Mr Goyen). xyxy=(288,140,418,159)
article-text: John Mills, a music teacher aged 40, was found dead in her room on the floor to-day. She lived alone, and apparently had been dead a week. The neighbours thought she had left on a visit. xyxy=(12,555,143,582)
advert-signature: W. H. ROSE, Manager. xyxy=(892,287,948,294)
advert-signature: JAS. FIELD CRAWFORD, Hon. Secretary. xyxy=(844,345,948,352)
divider xyxy=(955,445,1103,446)
column-footer: SPRING BLOSSOM TEA. xyxy=(105,1384,180,1391)
advert-firm-subtitle: SANDARD HOUSE. xyxy=(773,1292,859,1300)
table-cell: -- xyxy=(1036,632,1077,639)
article-text: To Mr Cohen: The conversation referred to did not take place in the presence of Mr Goyen. xyxy=(425,409,537,423)
advert-text: IT IS THE UNIVERSAL HOUSEHOLD REMEDY FOR PAIN. xyxy=(434,616,528,629)
classified-ad: YOUNG Woman requires SITUATION—Good Plain Cook; one Male Barber and Bookkeeper. Apply to office. xyxy=(955,280,1103,294)
masthead: NORTH OTAGO TIMES, MONDAY, APRIL 29 1895 xyxy=(365,10,749,26)
advert-text: IS STILL GOING ON. We have now landed over 20 Trunks of NEW GOODS, a great portion of which, owing to our having sold out of them, will be offered during the remainder of our Sale AT SALE PRICES. Now is the opportunity for obtaining NEW SEASON'S BOOTS AND SHOES at Ridiculously Low Rates. NOTE. Ladies' Kid Ox Shoes (just opened), 3s 9d and 4s 6d. Gents' English Colonial Balmorals, sewn, 7s 6d and 10s 6d. Girls' Kid Ox Shoes, sizes 7 to 9, 3s 3d. Girls' Kid Ox Shoes, sizes 10 to 13, 3s 9d. Ladies' Canvas Shoes, 2s 9d. Ladies' Leather Slippers, 2s 11d. OTHER LINES EQUALLY CHEAP. Be in Time for the Bargains. B. MOLLISON AND CO. xyxy=(544,411,674,494)
advert-heading: THE BEST REMEDY. xyxy=(447,452,515,460)
advert-date: April 29th, 1895. xyxy=(635,729,674,736)
advert-text: for the several Ridings in the County are OPEN for PUBLIC INSPECTION at the County Chambers, Oamaru. Copies of the Rolls and Defaulters' Lists for the Ridings are kept at the following places, open for inspection at all reasonable hours, as under: Moeraki Riding— At Hampden Post Office, from the 27th April till 16th May next. Otepopo Riding— At Herbert Schoolhouse, from 27th April till 3rd May. At Maheno Schoolhouse, from 3rd May till 10th May. At Kakanui Schoolhouse, from 10th till 15th May. Inchclutha Riding— At Incholme Schoolhouse, from 27th April till 10th May. Kakanui Riding— At Kakanui Post Office, from 27th April till 10th May. Waiareka Riding— At Mr Ardagh's Store, Ngapara, from 27th April till 3rd May. At Mr Cowman's Store, Enfield, from 3rd till 10th May. At Post Office, Weston, from 10th May till 15th May. Papakaio Riding— At Awamoko Schoolhouse, from 27th April till 3rd May. At Mr Cameron's Store, Papakaio, from 3rd May till 10th May. At Pukeuri Schoolhouse, from 10th May till 16th May. Awamoko Riding— At Island Cliff Schoolhouse, from 27th April till 7th May. At Mr Hohrat's Store, Georgetown, from 7th till 15th May. Otekaike Riding— At Mr Orr's Store, Kurow, from 27th April till 3rd May. At Mr Morrow's Store, Duntroon, from 10th May till 15th May. Ahuriri Riding— At Mr W. Sutherland's Store, Omarama, from 27th April till 15th May. xyxy=(544,528,674,701)
divider xyxy=(818,240,948,241)
advert-title: C. W. VALLANGE AND CO., xyxy=(552,187,666,208)
article-text: He grumbled at her and 'passed her.' She had been examined by Mr Goyen before, but did not remember his manner previously. xyxy=(425,38,537,57)
section-heading: AUCKLAND. xyxy=(57,486,98,494)
advert-title: BRUCE CHRISTIE, xyxy=(835,81,931,92)
advert-title: TUESDAY, 30TH APRIL. xyxy=(991,52,1067,59)
article-text: To Mr Macgregor: He did not think Mr Goyen treated his scholars in the manner he ought. xyxy=(288,653,418,667)
advert-subtitle: We have now opened our NEW WINTER GOODS, and our Stocks are Replenished in all Departments. xyxy=(683,1124,949,1132)
advert-headline-right: NEW MILLINERY. xyxy=(833,1138,951,1153)
article-text: Mr Goyen said that the classes was not examined in history. Mr Goyen put no question to the children in the first two years. Mr Goyen asked them to answer questions in science. Mr Goyen spoke 'nasty.' (Laughter.) She did not expect inspectors to be 'nasty.' He was always grumbling. xyxy=(288,894,418,933)
advertiser-band: BRUCE CHRISTIE xyxy=(818,38,948,48)
advert-signature: G. McLEAN, Manager. xyxy=(1047,486,1103,493)
article-text: To Mr Goyen: She did not know; the examination was in the room; she understood the question, but she could not answer it. xyxy=(288,566,418,586)
article-text: Mr Goyen said he was satisfied if the Board would have the charges and statements repeated. He was quite prepared to explain them, and was satisfied if they could have the charges read to permit him to deal with each charge separately. Mr Fraser, he thought, should confine himself to facts, and not rhetorical matter. xyxy=(150,64,281,103)
advert-signature: BROWNLEE AND CO., Importers of Flowering Bulbs. xyxy=(970,743,1103,750)
article-text: The Onehunga shopkeepers have issued a notice intimating their intention of closing on Wednesday, and as that rejection and the agreement will eventuate in a trade-like business in effect to-day, but Mr Reeves, and a reply was received to the effect that if there is any illegality in connection with the proceedings of the Council in the matter it was open for any one to bring a test case before a magistrate. xyxy=(12,503,143,555)
divider xyxy=(425,592,537,593)
divider xyxy=(955,496,1103,497)
article-text: Mr Fraser: You could not pick up the questions of Mr Goyen as they were not so fast. He was shaking himself because he felt he did not know what was coming next. (Laughter.) The inspector said they would fail in reading. xyxy=(288,364,418,390)
column-rule xyxy=(284,38,285,1390)
divider xyxy=(818,297,948,298)
article-text: It seems that Mr Fraser had spelt 'anecedent' with an 'a' in the second syllable, and upon this had as it were been paid 'a tu quoque.' Mr Fraser had given in his 'book of composition' a sentence 'he spelt composition with an 'r'.' xyxy=(150,189,281,215)
table-cell: Bone xyxy=(999,611,1036,618)
advert-text: Persons claiming to have their names entered on the Roll may apply for relief to the Resident Magistrate's Court till last day of May. xyxy=(544,702,674,722)
article-text: Mr Fraser held that the present position arose out of Mr Petrie's report, and the Board considered that the quickest way to the end was to allow Mr Fraser to proceed. xyxy=(150,453,281,473)
article-text: Mr Goyen observed that Mr Fraser in his address had said he had asked the questions. Would Mr Fraser say what questions he asked? xyxy=(150,807,281,826)
article-text: Mr Williams said the conversation was not correct. xyxy=(425,395,537,409)
article-text: Martin Clark, Fifth Standard, 13 years, corroborated the previous witnesses as to the history and science examinations. There was no history examination; the science occupied five minutes. She mentioned that there was no history to Daisy Falconer and Jock Williams, and was passed as having passed in history. There was no history to be examined. xyxy=(288,848,418,894)
article-text: To Mr Goyen: Mr Goyen examined the class in science and asked all the questions. He did not remember what the science was about. It was about dogs, but he did not know what it was about. It was not about his body. xyxy=(425,78,537,111)
article-text: A parent, who did not wish to be named, said that she had two children at the school. xyxy=(288,180,418,193)
article-text: Mr Cohen said that would not be allowed anywhere, and Mr Fraser was asked not to put leading questions. xyxy=(150,752,281,766)
article-text: The Chairman said the enquiry was to be held into certain allegations made by Mr Fraser in his letter to the Board of date the 19th November. [The letter has already been published by us.] They wished to hear evidence bearing on these statements. The Committee, while giving teacher and inspector all latitude, would have to confine evidence to these allegations, and would not permit going round the whole compass. xyxy=(12,689,143,741)
article-text: Mr Goyen said she appeared to be guilty of the same thing in every respect; that she could not answer the questions. xyxy=(288,492,418,512)
article-text: To Dr Stenhouse: The class was examined in a few minutes—not more than five or ten minutes. xyxy=(288,324,418,337)
advert-banner-title: NEW GOODS. NEW GOODS xyxy=(682,1097,950,1119)
advert-text: A New and Original Musical Comedy, received with Roars of Laughter everywhere. On Wednesday there will be an entire Change of Programme— "SCOTCH LAW" And the Highly Successful Musical Extravaganza "THAT AWFUL GIRL" Mrs William Gourlay In his celebrated part of "Tommy Tiddlewinks." Miss Amy Gourlay In her Novel and Celebrated Part, in which she dances as the "New Woman." Doors Open at 7.30. Performance at 8. Carriages at 10.30. Popular Prices ... 3s, 2s, and One Shilling. Children under 12, Half-price. Box Plan at Kemshed's. Day Sales at the Dresden. xyxy=(681,313,811,384)
advert-text: TUESDAY, 30th APRIL. At the Junction Saleyards. At 12 o'clock. BRUCE CHRISTIE, Auctioneer. xyxy=(818,62,948,75)
advert-title: FORTNIGHTLY STOCK SALE. xyxy=(834,52,932,59)
table-cell: -- xyxy=(1036,625,1077,632)
advert-signature: BRUCE CHRISTIE, Auctioneer. xyxy=(871,132,948,139)
table-cell: 6262 xyxy=(983,611,999,618)
advert-text: At Tattersall's Yards. At 12 o'clock. CLEARING UNRESERVED SALE OF FIRST-CLASS DRAUGHT HORSES. THE NEW ZEALAND LOAN AND MERCANTILE AGENCY COMPANY, LIMITED, has been favoured with instructions from Mr J. Sullivan, Waitaki, to sell by public auction as above— 16 First-class Draught Mares and Geldings. These Horses are just out of work, are Sound and Staunch, and will be sold subject to Trial before leaving the Yard. They are for sale absolutely Without Reserve. Also On account of Mr James Gemmell, Incholme— 1 First-class Draught Gelding (5 years), 1 Draught Colt and 1 Draught Filly, 5 First-class Ponies (broken and unbroken). xyxy=(681,121,811,204)
table-row xyxy=(956,632,1103,639)
article-text: Mr Goyen said he had no objection to Mr Fraser pursuing the course he had laid down provided that he (Mr Goyen) was allowed to ask questions and make explanations as the examination of witnesses went on. xyxy=(150,657,281,683)
classified-ad: TO LET—Seven-Roomed HOUSE, Wharfe Street, Bath Room, etc., in Bath Street. Apply to E. ATKINSON, Glasgow Stores, Tyne street. xyxy=(955,390,1103,410)
table-cell: Ruahine xyxy=(956,611,984,618)
article-text: John Byers, farmer, who said he had children at the school. He met Mr Joseph Williams in Fleming and Hedley's office, Oamaru, after the committee resigned. Williams said that Mr Williams said that he had relieved an explanation from the Goyen, who had 'done' on him. The Committee and the Board took no notice of them, and they resigned, considering the Committee had made their report and it had been sent to the Board. The Committee and they thought had done the work and Williams should change. But Williams statement was not forthcoming. xyxy=(425,304,537,381)
article-text: Mr Goyen: Are the other scholars here? xyxy=(156,717,245,724)
advertiser-band: N.M.&A. COMPANY xyxy=(818,140,948,150)
